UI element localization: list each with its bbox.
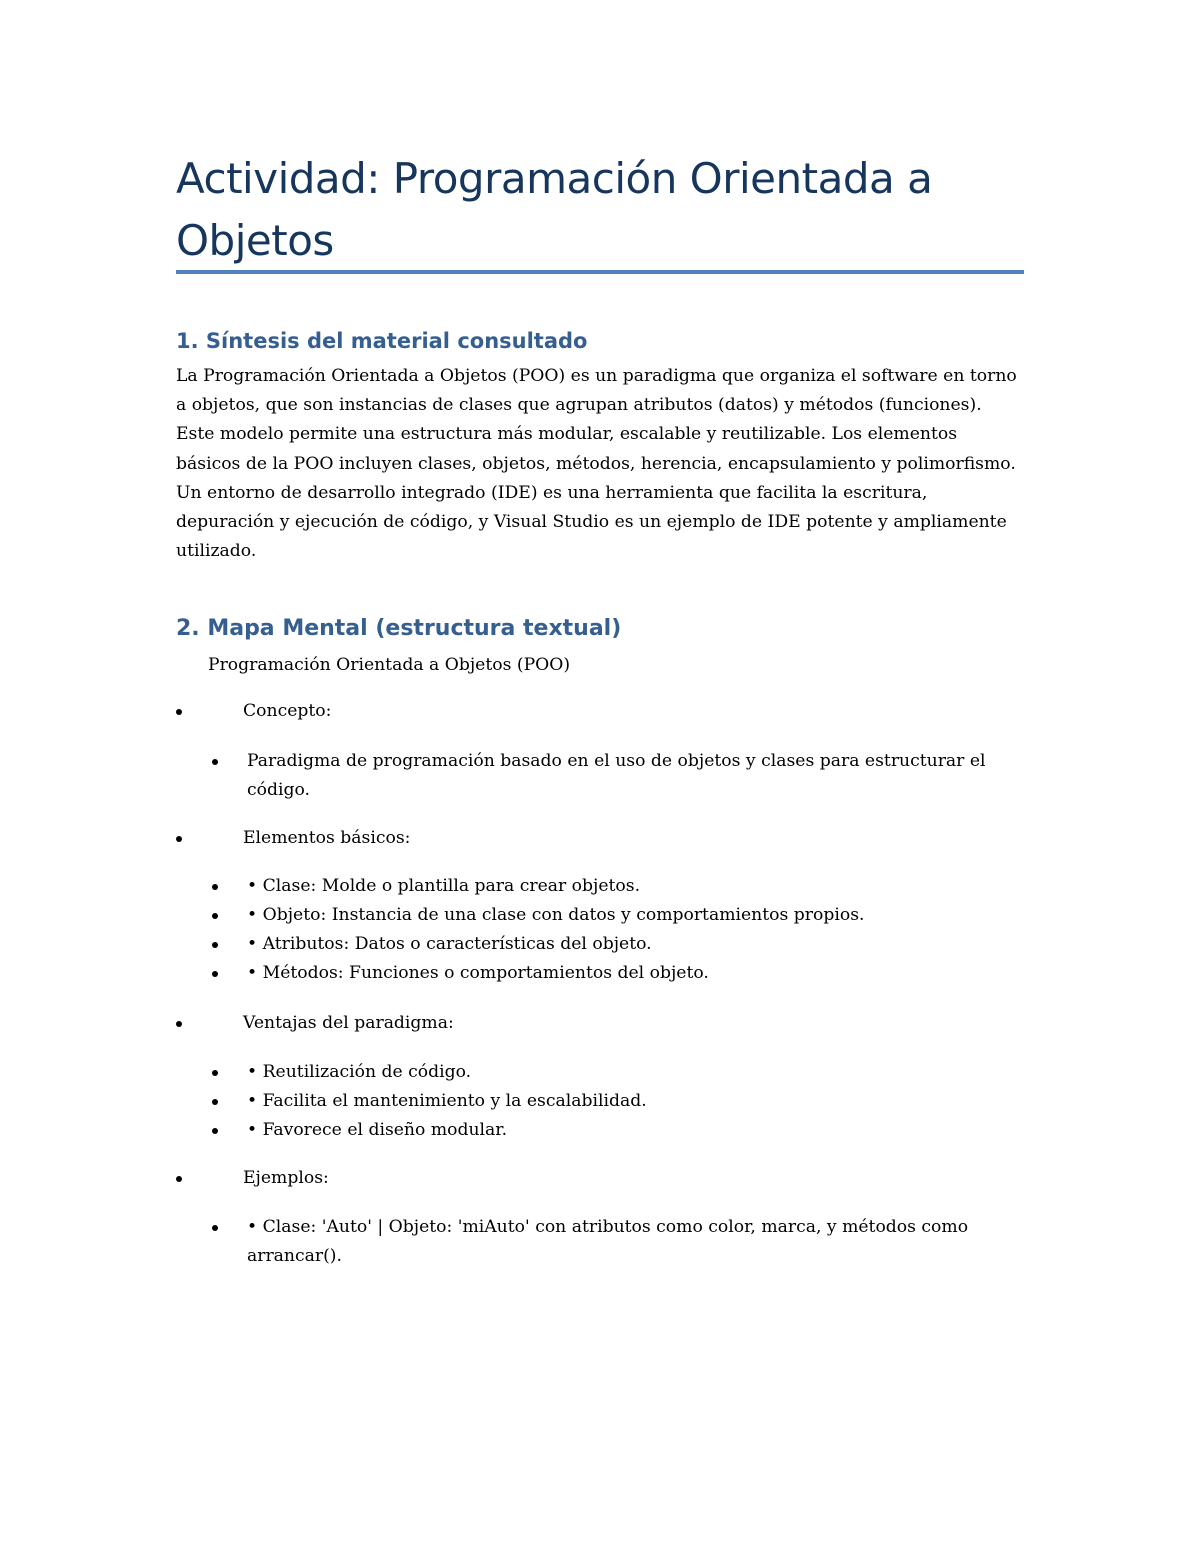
list-item-text: • Métodos: Funciones o comportamientos del objeto. xyxy=(247,963,709,983)
list-item-text: • Atributos: Datos o características del objeto. xyxy=(247,934,652,954)
list-item-text: • Clase: 'Auto' | Objeto: 'miAuto' con atributos como color, marca, y métodos como arrancar(). xyxy=(247,1217,969,1266)
bullet-icon xyxy=(176,836,182,842)
list-item xyxy=(212,872,1024,901)
title-underline xyxy=(176,270,1024,274)
list-item xyxy=(212,901,1024,930)
list-item-text: Paradigma de programación basado en el uso de objetos y clases para estructurar el código. xyxy=(247,751,986,800)
section-1-paragraph: La Programación Orientada a Objetos (POO) es un paradigma que organiza el software en torno a objetos, que son instancias de clases que agrupan atributos (datos) y métodos (funciones). Este modelo permite una estructura más modular, escalable y reutilizable. Los elementos básicos de la POO incluyen clases, objetos, métodos, herencia, encapsulamiento y polimorfismo. Un entorno de desarrollo integrado (IDE) es una herramienta que facilita la escritura, depuración y ejecución de código, y Visual Studio es un ejemplo de IDE potente y ampliamente utilizado. xyxy=(176,366,1017,562)
mind-map-root: Programación Orientada a Objetos (POO) xyxy=(208,655,571,675)
list-item-text: • Favorece el diseño modular. xyxy=(247,1120,508,1140)
bullet-icon xyxy=(212,759,218,765)
bullet-icon xyxy=(212,884,218,890)
branch-label: Ventajas del paradigma: xyxy=(243,1013,454,1033)
bullet-icon xyxy=(212,1070,218,1076)
list-item-text: • Facilita el mantenimiento y la escalabilidad. xyxy=(247,1091,647,1111)
list-item-text: • Reutilización de código. xyxy=(247,1062,472,1082)
list-item xyxy=(212,747,1024,805)
bullet-icon xyxy=(212,1099,218,1105)
bullet-icon xyxy=(212,1128,218,1134)
list-item xyxy=(212,959,1024,988)
bullet-icon xyxy=(212,971,218,977)
bullet-icon xyxy=(176,1176,182,1182)
list-item xyxy=(212,1058,1024,1087)
branch-label: Concepto: xyxy=(243,701,332,721)
list-item-text: • Objeto: Instancia de una clase con datos y comportamientos propios. xyxy=(247,905,865,925)
bullet-icon xyxy=(176,1021,182,1027)
list-item xyxy=(212,1087,1024,1116)
bullet-icon xyxy=(212,1225,218,1231)
section-2-heading: 2. Mapa Mental (estructura textual) xyxy=(176,616,622,641)
bullet-icon xyxy=(212,942,218,948)
bullet-icon xyxy=(212,913,218,919)
list-item-text: • Clase: Molde o plantilla para crear objetos. xyxy=(247,876,641,896)
list-item xyxy=(212,1213,1024,1271)
document-title: Actividad: Programación Orientada a Objetos xyxy=(176,154,933,265)
list-item xyxy=(212,930,1024,959)
bullet-icon xyxy=(176,709,182,715)
branch-label: Ejemplos: xyxy=(243,1168,329,1188)
list-item xyxy=(212,1116,1024,1145)
section-1-heading: 1. Síntesis del material consultado xyxy=(176,329,588,353)
branch-label: Elementos básicos: xyxy=(243,828,411,848)
